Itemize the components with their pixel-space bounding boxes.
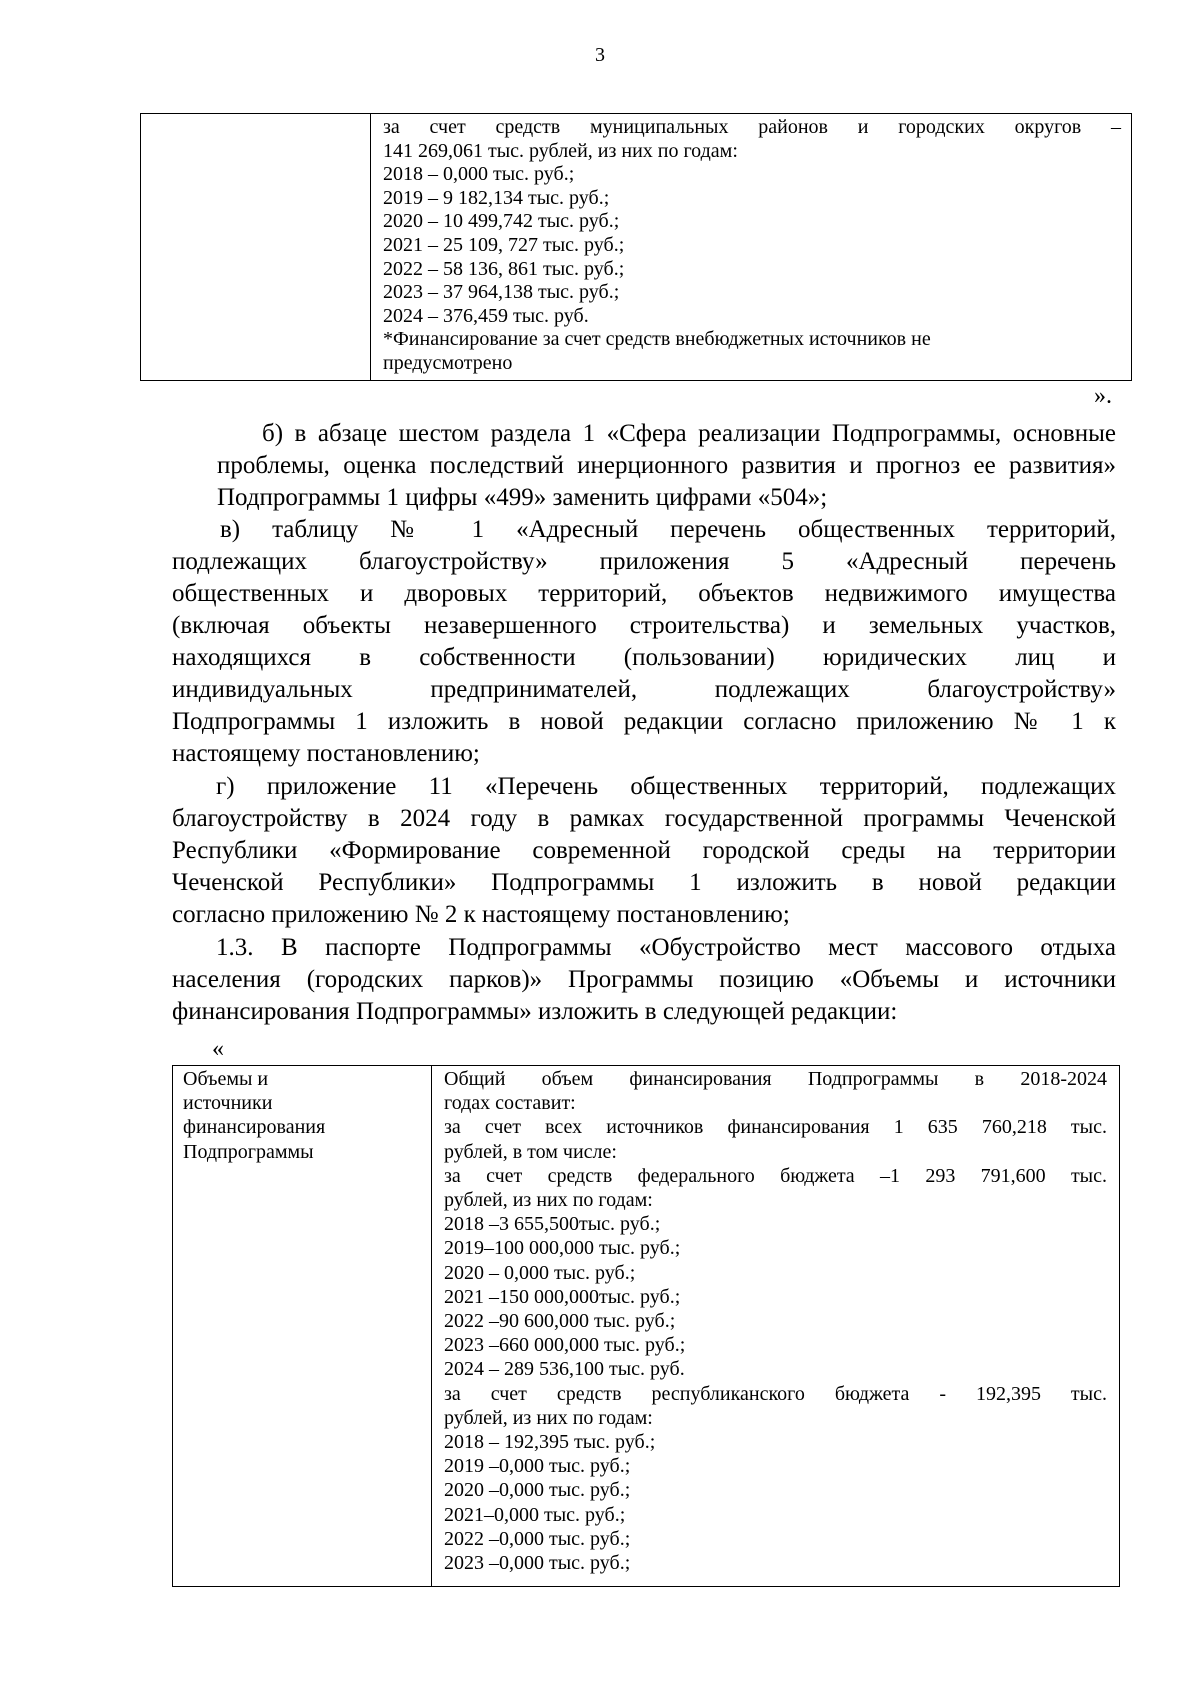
paragraph-line: Подпрограммы 1 изложить в новой редакции согласно приложению № 1 к: [172, 708, 1116, 735]
paragraph-line: Республики «Формирование современной городской среды на территории: [172, 837, 1116, 864]
table1-line: 2023 – 37 964,138 тыс. руб.;: [383, 281, 620, 304]
table1-text-cell: [371, 114, 1131, 380]
table2-line: за счет всех источников финансирования 1 635 760,218 тыс.: [444, 1116, 1107, 1139]
table2-line: 2023 –660 000,000 тыс. руб.;: [444, 1334, 686, 1357]
table2-line: 2018 – 192,395 тыс. руб.;: [444, 1431, 656, 1454]
page-number: 3: [595, 44, 605, 66]
table2-label-line: Подпрограммы: [183, 1140, 314, 1163]
financing-table-continued: [140, 113, 1132, 381]
paragraph-line: общественных и дворовых территорий, объектов недвижимого имущества: [172, 580, 1116, 607]
table2-line: за счет средств федерального бюджета –1 293 791,600 тыс.: [444, 1164, 1107, 1187]
paragraph-line: находящихся в собственности (пользовании) юридических лиц и: [172, 644, 1116, 671]
paragraph-line: настоящему постановлению;: [172, 740, 480, 767]
table2-line: 2023 –0,000 тыс. руб.;: [444, 1552, 631, 1575]
opening-quote: «: [212, 1036, 224, 1062]
paragraph-line: Подпрограммы 1 цифры «499» заменить цифрами «504»;: [217, 484, 828, 511]
table1-line: *Финансирование за счет средств внебюджетных источников не: [383, 328, 931, 351]
table1-line: 141 269,061 тыс. рублей, из них по годам:: [383, 139, 738, 162]
paragraph-line: в) таблицу № 1 «Адресный перечень общественных территорий,: [220, 516, 1116, 543]
table1-line: 2022 – 58 136, 861 тыс. руб.;: [383, 257, 625, 280]
table2-line: 2020 – 0,000 тыс. руб.;: [444, 1261, 636, 1284]
paragraph-line: проблемы, оценка последствий инерционного развития и прогноз ее развития»: [217, 452, 1116, 479]
paragraph-line: (включая объекты незавершенного строительства) и земельных участков,: [172, 612, 1116, 639]
paragraph-line: финансирования Подпрограммы» изложить в следующей редакции:: [172, 998, 898, 1025]
paragraph-line: согласно приложению № 2 к настоящему постановлению;: [172, 901, 790, 928]
paragraph-line: населения (городских парков)» Программы позицию «Объемы и источники: [172, 966, 1116, 993]
table2-line: годах составит:: [444, 1092, 576, 1115]
table1-line: 2018 – 0,000 тыс. руб.;: [383, 163, 575, 186]
paragraph-1-3: [172, 932, 1116, 1028]
table2-label-line: источники: [183, 1092, 273, 1115]
table2-line: 2021 –150 000,000тыс. руб.;: [444, 1285, 681, 1308]
paragraph-v: [172, 514, 1116, 770]
table2-line: 2020 –0,000 тыс. руб.;: [444, 1479, 631, 1502]
table1-line: 2019 – 9 182,134 тыс. руб.;: [383, 186, 610, 209]
table2-line: Общий объем финансирования Подпрограммы в 2018-2024: [444, 1068, 1107, 1090]
table2-line: рублей, в том числе:: [444, 1140, 617, 1163]
table1-line: предусмотрено: [383, 351, 513, 374]
table2-line: 2019–100 000,000 тыс. руб.;: [444, 1237, 681, 1260]
paragraph-line: подлежащих благоустройству» приложения 5 «Адресный перечень: [172, 548, 1116, 575]
table2-label-line: финансирования: [183, 1116, 326, 1139]
table1-line: за счет средств муниципальных районов и городских округов –: [383, 116, 1121, 138]
paragraph-g: [172, 771, 1116, 931]
table1-empty-cell: [141, 114, 371, 380]
financing-table: [172, 1065, 1120, 1587]
table1-line: 2024 – 376,459 тыс. руб.: [383, 304, 589, 327]
table2-line: рублей, из них по годам:: [444, 1406, 653, 1429]
table2-line: 2018 –3 655,500тыс. руб.;: [444, 1213, 661, 1236]
paragraph-line: 1.3. В паспорте Подпрограммы «Обустройство мест массового отдыха: [216, 934, 1116, 961]
table2-line: 2022 –0,000 тыс. руб.;: [444, 1527, 631, 1550]
table1-line: 2021 – 25 109, 727 тыс. руб.;: [383, 233, 625, 256]
table2-line: за счет средств республиканского бюджета - 192,395 тыс.: [444, 1382, 1107, 1405]
paragraph-line: Чеченской Республики» Подпрограммы 1 изложить в новой редакции: [172, 869, 1116, 896]
table2-line: 2022 –90 600,000 тыс. руб.;: [444, 1310, 676, 1333]
closing-quote: ».: [1094, 383, 1112, 409]
paragraph-line: г) приложение 11 «Перечень общественных территорий, подлежащих: [216, 773, 1116, 800]
paragraph-b: [172, 418, 1116, 514]
table2-line: 2021–0,000 тыс. руб.;: [444, 1503, 626, 1526]
paragraph-line: б) в абзаце шестом раздела 1 «Сфера реализации Подпрограммы, основные: [262, 420, 1116, 447]
table2-line: 2019 –0,000 тыс. руб.;: [444, 1455, 631, 1478]
table1-line: 2020 – 10 499,742 тыс. руб.;: [383, 210, 620, 233]
table2-line: 2024 – 289 536,100 тыс. руб.: [444, 1358, 685, 1381]
table2-label-line: Объемы и: [183, 1068, 269, 1090]
paragraph-line: благоустройству в 2024 году в рамках государственной программы Чеченской: [172, 805, 1116, 832]
paragraph-line: индивидуальных предпринимателей, подлежащих благоустройству»: [172, 676, 1116, 703]
table2-label-cell: [173, 1066, 432, 1586]
table2-line: рублей, из них по годам:: [444, 1189, 653, 1212]
table2-text-cell: [432, 1066, 1119, 1586]
